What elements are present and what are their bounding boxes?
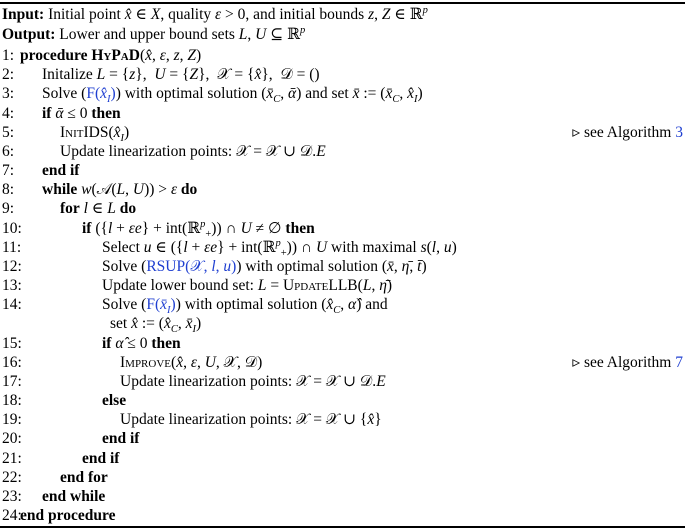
line-text: Solve (RSUP(𝒳, l, u)) with optimal solution (x̄, η̄, t̄) <box>102 257 427 275</box>
line-text: if ᾱ ≤ 0 then <box>42 104 121 122</box>
line-text: for l ∈ L do <box>60 200 137 218</box>
line-number: 2: <box>2 66 15 84</box>
line-text: else <box>102 392 127 409</box>
line-15 <box>0 333 685 354</box>
line-text: end if <box>82 449 120 467</box>
output-line <box>2 25 305 45</box>
line-number: 10: <box>2 219 22 237</box>
line-text: if ({l + εe} + int(ℝ$^p_+$)) ∩ U ≠ ∅ then <box>82 218 315 240</box>
output-text-render: Lower and upper bound sets L, U ⊆ ℝ$^p$ <box>59 24 306 43</box>
input-text-render: Initial point x̂ ∈ X, quality ε > 0, and initial bounds z, Z ∈ ℝ$^p$ <box>48 4 428 23</box>
link-f[interactable]: $F(x̂_I)$ <box>86 85 116 106</box>
line-text: Select u ∈ ({l + εe} + int(ℝ$^p_+$)) ∩ U with maximal s(l, u) <box>102 237 457 259</box>
line-14 <box>0 294 685 315</box>
line-number: 18: <box>2 392 22 409</box>
comment: ▹ see Algorithm 7 <box>572 353 683 371</box>
line-24 <box>0 505 685 526</box>
line-4 <box>0 103 685 124</box>
line-12 <box>0 256 685 277</box>
line-7 <box>0 160 685 181</box>
line-9 <box>0 198 685 219</box>
line-2 <box>0 64 685 85</box>
line-text: Update linearization points: 𝒳 = 𝒳 ∪ 𝒟.E <box>60 142 326 160</box>
line-text: if α̂ ≤ 0 then <box>102 334 181 352</box>
line-text: while w(𝒜(L, U)) > ε do <box>42 181 198 199</box>
output-label: Output: <box>2 26 56 43</box>
line-text: end if <box>42 162 80 179</box>
line-10 <box>0 218 685 239</box>
line-number: 13: <box>2 277 22 294</box>
line-19 <box>0 409 685 430</box>
line-16 <box>0 352 685 373</box>
line-text: Update lower bound set: L = UpdateLLB(L, η̄) <box>102 277 393 294</box>
line-number: 24: <box>2 507 22 524</box>
line-text: end while <box>42 487 106 505</box>
line-6 <box>0 141 685 162</box>
line-text: end procedure <box>20 507 116 524</box>
line-number: 14: <box>2 296 22 314</box>
line-text: procedure HyPaD(x̂, ε, z, Z) <box>20 47 202 64</box>
line-number: 20: <box>2 430 22 448</box>
line-number: 11: <box>2 238 22 256</box>
line-number: 17: <box>2 372 22 390</box>
line-number: 23: <box>2 487 22 505</box>
line-text: end if <box>102 430 140 448</box>
line-text: Update linearization points: 𝒳 = 𝒳 ∪ 𝒟.E <box>120 372 386 390</box>
line-number: 16: <box>2 353 22 371</box>
line-text: Improve(x̂, ε, U, 𝒳, 𝒟) <box>120 353 263 371</box>
line-number: 15: <box>2 334 22 352</box>
top-rule <box>0 2 685 4</box>
line-number: 12: <box>2 257 22 275</box>
bottom-rule <box>0 526 685 528</box>
comment: ▹ see Algorithm 3 <box>572 123 683 141</box>
link-f-2[interactable]: $F(x̄_I)$ <box>146 296 176 317</box>
line-14-cont <box>0 313 685 334</box>
line-1 <box>0 45 685 66</box>
input-line <box>2 5 428 25</box>
line-5 <box>0 122 685 143</box>
line-23 <box>0 486 685 507</box>
line-text: set x̂ := ($x̂_C$, $x̄_I$) <box>110 315 202 336</box>
line-number: 8: <box>2 181 15 199</box>
line-number: 6: <box>2 142 15 160</box>
line-number: 22: <box>2 468 22 486</box>
input-label: Input: <box>2 6 45 23</box>
line-text: Initalize L = {z}, U = {Z}, 𝒳 = {x̂}, 𝒟 = () <box>42 66 320 84</box>
line-22 <box>0 467 685 488</box>
line-text: Update linearization points: 𝒳 = 𝒳 ∪ {x̂} <box>120 411 382 429</box>
line-text: $InitIDS(x̂_I)$ <box>60 123 130 144</box>
link-algorithm-7[interactable]: 7 <box>675 353 683 371</box>
line-text: Solve $(F(x̂_I))$ with optimal solution ($x̄_C$, ᾱ) and set x̄ := ($x̄_C$, $x̂_I$) <box>42 85 423 106</box>
line-17 <box>0 371 685 392</box>
line-11 <box>0 237 685 258</box>
link-algorithm-3[interactable]: 3 <box>675 123 683 141</box>
line-13 <box>0 275 685 296</box>
line-number: 9: <box>2 200 15 218</box>
line-text: Solve $(F(x̄_I))$ with optimal solution ($x̂_C$, α̂) and <box>102 296 388 317</box>
line-20 <box>0 428 685 449</box>
line-number: 21: <box>2 449 22 467</box>
line-18 <box>0 390 685 411</box>
line-text: end for <box>60 468 108 486</box>
line-number: 4: <box>2 104 15 122</box>
link-rsup[interactable]: RSUP(𝒳, l, u) <box>146 257 237 275</box>
line-21 <box>0 448 685 469</box>
line-3 <box>0 83 685 104</box>
line-8 <box>0 179 685 200</box>
line-number: 7: <box>2 162 15 179</box>
line-number: 3: <box>2 85 15 103</box>
line-number: 19: <box>2 411 22 429</box>
line-number: 5: <box>2 123 15 141</box>
line-number: 1: <box>2 47 15 64</box>
